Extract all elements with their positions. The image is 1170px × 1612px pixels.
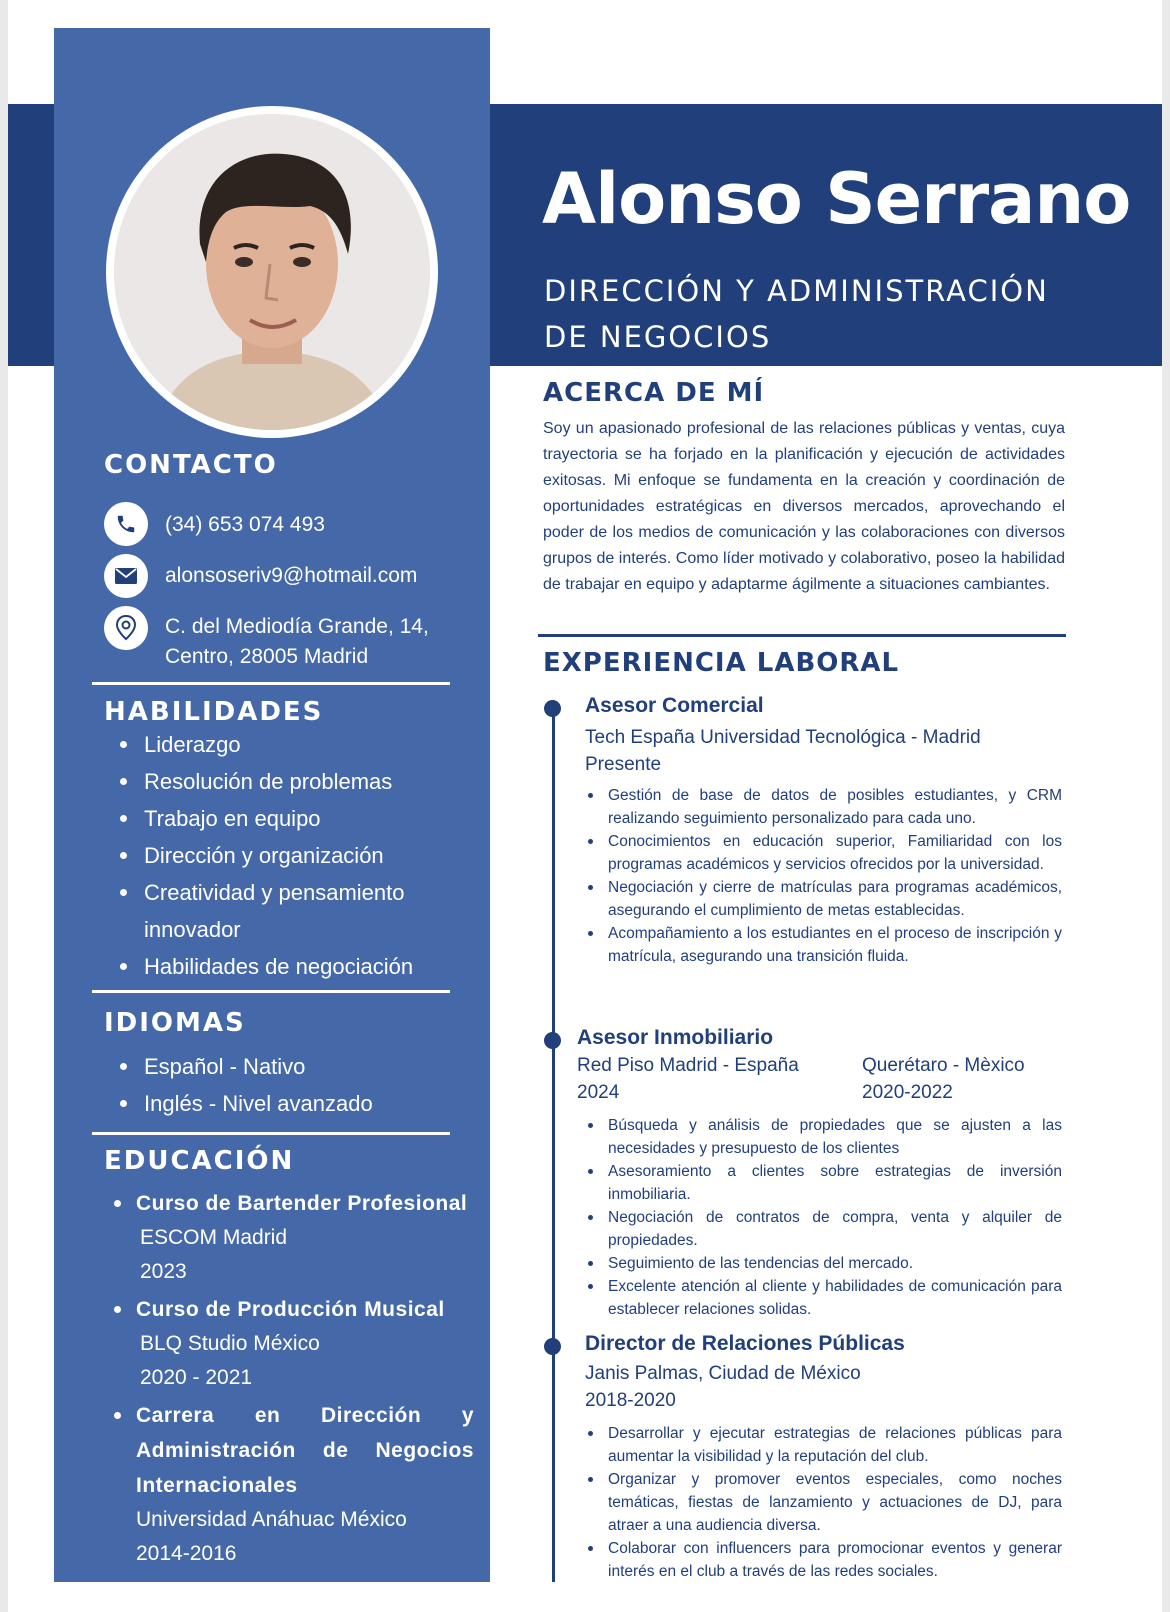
language-item: Español - Nativo [116,1048,446,1085]
contact-email[interactable]: alonsoseriv9@hotmail.com [165,564,418,587]
job-bullet: Conocimientos en educación superior, Familiaridad con los programas académicos y servicios ofrecidos por la universidad. [586,830,1062,876]
page-edge-left [0,0,8,1612]
skill-item: Habilidades de negociación [116,948,446,985]
timeline-dot [544,1338,561,1355]
phone-icon [104,502,148,546]
job-bullet: Asesoramiento a clientes sobre estrategias de inversión inmobiliaria. [586,1160,1062,1206]
languages-heading: IDIOMAS [104,1008,246,1038]
job-bullets [586,1114,1062,1321]
job-bullet: Seguimiento de las tendencias del mercado. [586,1252,1062,1275]
about-text: Soy un apasionado profesional de las relaciones públicas y ventas, cuya trayectoria se ha forjado en la planificación y ejecución de actividades exitosas. Mi enfoque se fundamenta en la creación y coordinación de oportunidades estratégicas en diversos mercados, aprovechando el poder de los medios de comunicación y las colaboraciones con diversos grupos de interés. Como líder motivado y colaborativo, poseo la habilidad de trabajar en equipo y adaptarme ágilmente a situaciones cambiantes. [543,420,1065,593]
job-bullet: Organizar y promover eventos especiales, como noches temáticas, fiestas de lanzamiento y actuaciones de DJ, para atraer a una audiencia diversa. [586,1468,1062,1537]
experience-heading: EXPERIENCIA LABORAL [543,648,900,678]
education-heading: EDUCACIÓN [104,1146,295,1176]
bullet-dot [114,1412,121,1419]
job-bullet: Negociación de contratos de compra, venta y alquiler de propiedades. [586,1206,1062,1252]
skill-item: Trabajo en equipo [116,800,446,837]
job-period-secondary: 2020-2022 [862,1082,953,1103]
job-title: Director de Relaciones Públicas [585,1332,905,1355]
about-heading: ACERCA DE MÍ [543,378,765,408]
skills-list [116,726,446,985]
job-title: Asesor Comercial [585,694,764,717]
job-company: Janis Palmas, Ciudad de México [585,1363,861,1384]
job-subtitle-line1: DIRECCIÓN Y ADMINISTRACIÓN [544,274,1049,308]
job-title: Asesor Inmobiliario [577,1026,774,1049]
education-school: ESCOM Madrid [140,1226,288,1249]
languages-list [116,1048,446,1122]
job-company-secondary: Querétaro - Mèxico [862,1055,1025,1076]
timeline-line [552,704,555,1582]
contact-phone[interactable]: (34) 653 074 493 [165,513,325,536]
skills-heading: HABILIDADES [104,697,324,727]
skill-item: Liderazgo [116,726,446,763]
section-divider [538,634,1066,637]
language-item: Inglés - Nivel avanzado [116,1085,446,1122]
education-years: 2020 - 2021 [140,1366,253,1389]
skill-item: Creatividad y pensamiento innovador [116,874,446,948]
job-period: 2018-2020 [585,1390,676,1411]
education-item [110,1186,474,1289]
skill-item: Dirección y organización [116,837,446,874]
sidebar-divider [92,1132,450,1135]
sidebar-divider [92,990,450,993]
timeline-dot [544,1032,561,1049]
job-bullet: Excelente atención al cliente y habilidades de comunicación para establecer relaciones solidas. [586,1275,1062,1321]
contact-address-line2: Centro, 28005 Madrid [165,645,369,668]
job-bullets [586,784,1062,968]
job-period: Presente [585,754,662,775]
job-company: Tech España Universidad Tecnológica - Madrid [585,727,981,748]
education-item [110,1398,474,1571]
job-bullet: Desarrollar y ejecutar estrategias de relaciones públicas para aumentar la visibilidad y la reputación del club. [586,1422,1062,1468]
education-item [110,1292,474,1395]
job-bullet: Acompañamiento a los estudiantes en el proceso de inscripción y matrícula, asegurando una transición fluida. [586,922,1062,968]
job-bullet: Colaborar con influencers para promocionar eventos y generar interés en el club a través de las redes sociales. [586,1537,1062,1583]
education-title: Curso de Producción Musical [136,1298,445,1321]
profile-photo [114,114,430,430]
contact-heading: CONTACTO [104,450,278,480]
sidebar-divider [92,682,450,685]
education-title: Carrera en Dirección y Administración de Negocios Internacionales [136,1404,474,1497]
job-period: 2024 [577,1082,620,1103]
job-subtitle [544,268,1064,360]
mail-icon [104,554,148,598]
candidate-name: Alonso Serrano [542,158,1131,240]
bullet-dot [114,1306,121,1313]
profile-photo-illustration [114,114,430,430]
education-title: Curso de Bartender Profesional [136,1192,468,1215]
contact-address-line1: C. del Mediodía Grande, 14, [165,615,429,638]
job-bullets [586,1422,1062,1583]
timeline-dot [544,700,561,717]
contact-address [165,612,429,672]
location-pin-icon [104,606,148,650]
job-bullet: Gestión de base de datos de posibles estudiantes, y CRM realizando seguimiento personalizado para cada uno. [586,784,1062,830]
education-years: 2023 [140,1260,187,1283]
bullet-dot [114,1200,121,1207]
skill-item: Resolución de problemas [116,763,446,800]
job-subtitle-line2: DE NEGOCIOS [544,320,772,354]
job-company: Red Piso Madrid - España [577,1055,799,1076]
education-years: 2014-2016 [136,1542,237,1565]
job-bullet: Negociación y cierre de matrículas para programas académicos, asegurando el cumplimiento de metas establecidas. [586,876,1062,922]
page-edge-right [1162,0,1170,1612]
education-school: Universidad Anáhuac México [136,1508,407,1531]
education-school: BLQ Studio México [140,1332,320,1355]
job-bullet: Búsqueda y análisis de propiedades que se ajusten a las necesidades y presupuesto de los clientes [586,1114,1062,1160]
